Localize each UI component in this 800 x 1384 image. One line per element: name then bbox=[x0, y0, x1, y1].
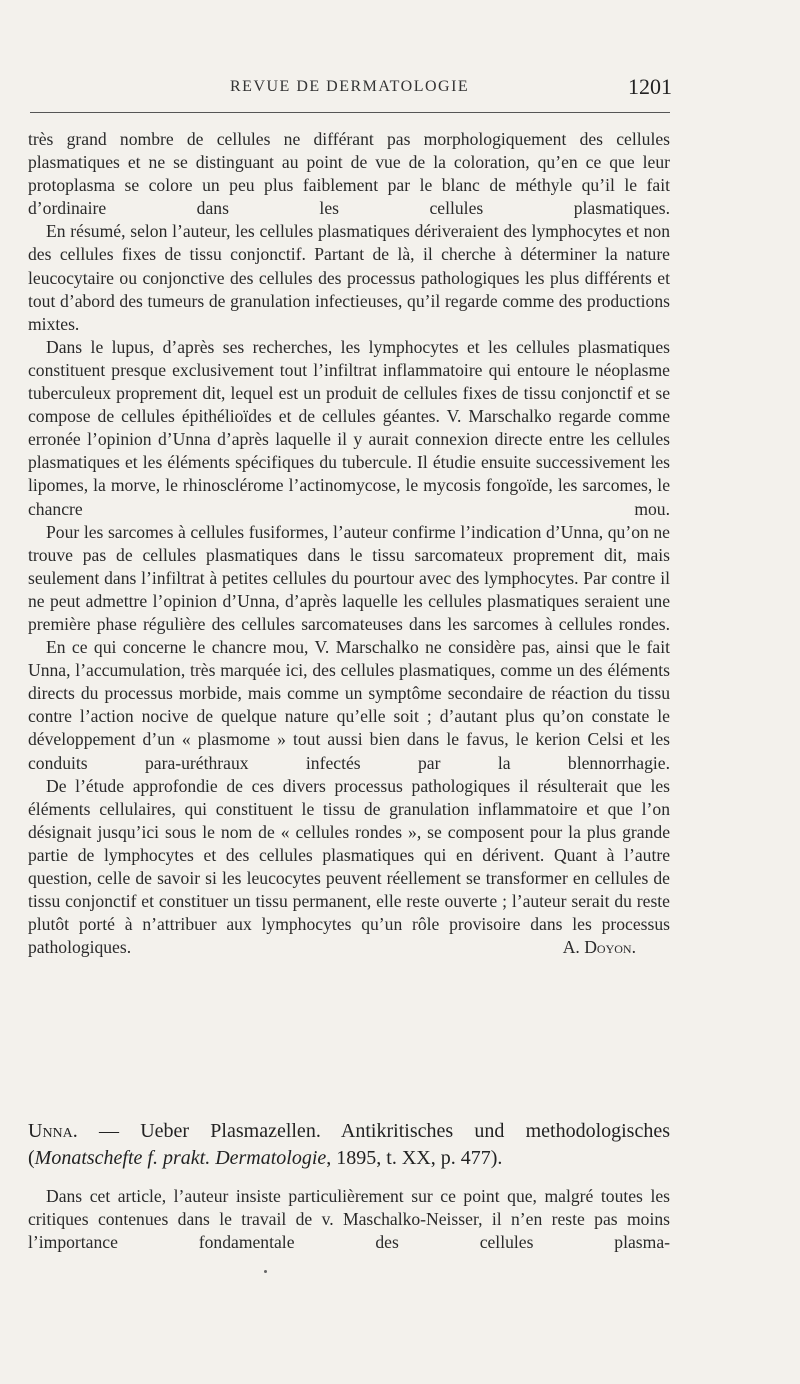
review-heading bbox=[28, 1118, 670, 1172]
review-title-line bbox=[28, 1118, 670, 1145]
review-author: Unna. bbox=[28, 1120, 78, 1142]
review-source-journal: Monatschefte f. prakt. Dermatologie bbox=[34, 1147, 327, 1169]
paragraph-5: En ce qui concerne le chancre mou, V. Marschalko ne considère pas, ainsi que le fait Unna, l’accumulation, très marquée ici, des cellules plasmatiques, comme un des éléments directs du processus morbide, mais comme un symptôme secondaire de réaction du tissu contre l’action nocive de quelque nature qu’elle soit ; d’autant plus qu’on constate le développement d’un « plasmome » tout aussi bien dans le favus, le kerion Celsi et les conduits para-uréthraux infectés par la blennorrhagie. bbox=[28, 637, 670, 773]
page-number: 1201 bbox=[628, 74, 672, 99]
article-body bbox=[28, 128, 670, 959]
review-source-rest: , 1895, t. XX, p. 477). bbox=[326, 1147, 503, 1169]
paragraph-6-text: De l’étude approfondie de ces divers processus pathologiques il résulterait que les éléments cellulaires, qui constituent le tissu de granulation inflammatoire et que l’on désignait jusqu’ici sous le nom de « cellules rondes », se composent pour la plus grande partie de lymphocytes et des cellules plasmatiques qui en dérivent. Quant à l’autre question, celle de savoir si les leucocytes peuvent réellement se transformer en cellules de tissu conjonctif et constituer un tissu permanent, elle reste ouverte ; l’auteur serait du reste plutôt porté à n’attribuer aux lymphocytes qu’un rôle provisoire dans les processus pathologiques. bbox=[28, 775, 670, 958]
print-speck bbox=[264, 1270, 267, 1273]
review-source-line bbox=[28, 1145, 670, 1172]
paragraph-1: très grand nombre de cellules ne différant pas morphologiquement des cellules plasmatiques et ne se distinguant au point de vue de la coloration, qu’en ce que leur protoplasma se colore un peu plus faiblement par le blanc de méthyle qu’il le fait d’ordinaire dans les cellules plasmatiques. bbox=[28, 129, 670, 219]
review-title: — Ueber Plasmazellen. Antikritisches und methodologisches bbox=[99, 1120, 670, 1142]
paragraph-6 bbox=[28, 775, 670, 960]
review-body bbox=[28, 1185, 670, 1255]
header-rule bbox=[30, 112, 670, 113]
paragraph-4: Pour les sarcomes à cellules fusiformes, l’auteur confirme l’indication d’Unna, qu’on ne trouve pas de cellules plasmatiques dans le tissu sarcomateux proprement dit, mais seulement dans l’infiltrat à petites cellules du pourtour avec des lymphocytes. Par contre il ne peut admettre l’opinion d’Unna, d’après laquelle les cellules plasmatiques seraient une première phase régulière des cellules sarcomateuses dans les sarcomes à cellules rondes. bbox=[28, 521, 670, 634]
running-title: REVUE DE DERMATOLOGIE bbox=[230, 78, 470, 95]
review-source-open: ( bbox=[28, 1147, 35, 1169]
paragraph-2: En résumé, selon l’auteur, les cellules plasmatiques dériveraient des lymphocytes et non des cellules fixes de tissu conjonctif. Partant de là, il cherche à déterminer la nature leucocytaire ou conjonctive des cellules des processus pathologiques les plus différents et tout d’abord des tumeurs de granulation infectieuses, qu’il regarde comme des productions mixtes. bbox=[28, 221, 670, 334]
running-head bbox=[30, 74, 670, 104]
review-paragraph: Dans cet article, l’auteur insiste particulièrement sur ce point que, malgré toutes les critiques contenues dans le travail de v. Maschalko-Neisser, il n’en reste pas moins l’importance fondamentale des cellules plasma- bbox=[28, 1186, 670, 1253]
signature: A. Doyon. bbox=[562, 937, 636, 958]
paragraph-3: Dans le lupus, d’après ses recherches, les lymphocytes et les cellules plasmatiques constituent presque exclusivement tout l’infiltrat inflammatoire qui entoure le néoplasme tuberculeux proprement dit, lequel est un produit de cellules fixes de tissu conjonctif et se compose de cellules épithélioïdes et de cellules géantes. V. Marschalko regarde comme erronée l’opinion d’Unna d’après laquelle il y aurait connexion directe entre les cellules plasmatiques et les éléments spécifiques du tubercule. Il étudie ensuite successivement les lipomes, la morve, le rhinosclérome l’actinomycose, le mycosis fongoïde, les sarcomes, le chancre mou. bbox=[28, 336, 670, 519]
